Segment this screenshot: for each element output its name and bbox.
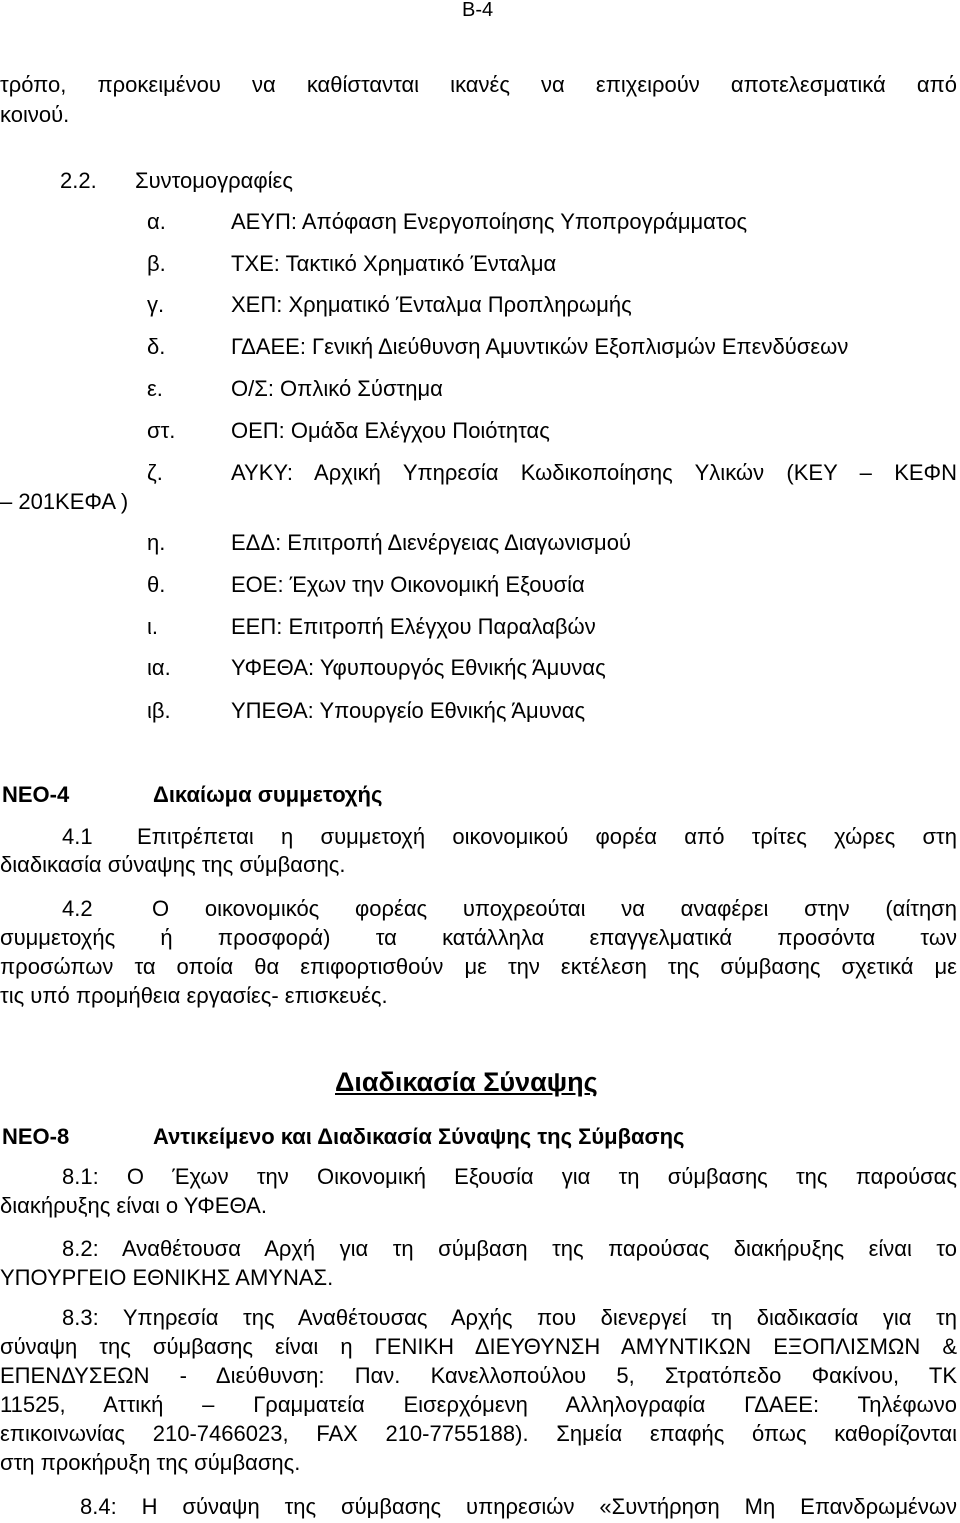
p83-line-3: ΕΠΕΝΔΥΣΕΩΝ - Διεύθυνση: Παν. Κανελλοπούλου 5, Στρατόπεδο Φακίνου, ΤΚ [0,1363,957,1388]
page-number: Β-4 [462,0,494,21]
p41-number: 4.1 [62,824,93,849]
abbrev-label: δ. [147,334,166,359]
abbrev-label: α. [147,209,166,234]
abbrev-text: ΧΕΠ: Χρηματικό Ένταλμα Προπληρωμής [231,292,632,317]
abbrev-label: ια. [147,655,171,680]
abbrev-label: γ. [147,292,165,317]
p81-line-2: διακήρυξης είναι ο ΥΦΕΘΑ. [0,1193,267,1218]
p82-line-2: ΥΠΟΥΡΓΕΙΟ ΕΘΝΙΚΗΣ ΑΜΥΝΑΣ. [0,1265,334,1290]
neo8-code: ΝΕΟ-8 [2,1124,70,1149]
p83-line-6: στη προκήρυξη της σύμβασης. [0,1450,301,1475]
abbrev-label: η. [147,530,166,555]
abbrev-text: ΟΕΠ: Ομάδα Ελέγχου Ποιότητας [231,418,550,443]
intro-line-1: τρόπο, προκειμένου να καθίστανται ικανές να επιχειρούν αποτελεσματικά από [0,72,957,97]
neo8-title: Αντικείμενο και Διαδικασία Σύναψης της Σύμβασης [153,1124,685,1149]
abbrev-text: ΑΕΥΠ: Απόφαση Ενεργοποίησης Υποπρογράμματος [231,209,748,234]
p41-line-2: διαδικασία σύναψης της σύμβασης. [0,852,346,877]
p42-number: 4.2 [62,896,93,921]
abbrev-text-continuation: – 201ΚΕΦΑ ) [0,489,129,514]
abbrev-text: ΕΕΠ: Επιτροπή Ελέγχου Παραλαβών [231,614,596,639]
p82-line-1: 8.2: Αναθέτουσα Αρχή για τη σύμβαση της παρούσας διακήρυξης είναι το [62,1236,957,1261]
abbrev-text: ΑΥΚΥ: Αρχική Υπηρεσία Κωδικοποίησης Υλικών (ΚΕΥ – ΚΕΦΝ [231,460,957,485]
abbrev-label: ιβ. [147,698,171,723]
p81-line-1: 8.1: Ο Έχων την Οικονομική Εξουσία για τη σύμβασης της παρούσας [62,1164,957,1189]
abbrev-label: ε. [147,376,163,401]
section-number: 2.2. [60,168,97,193]
abbrev-label: β. [147,251,166,276]
section-heading: Συντομογραφίες [135,168,293,193]
neo4-title: Δικαίωμα συμμετοχής [153,782,383,807]
p83-line-5: επικοινωνίας 210-7466023, FAX 210-7755188). Σημεία επαφής όπως καθορίζονται [0,1421,957,1446]
abbrev-text: ΥΦΕΘΑ: Υφυπουργός Εθνικής Άμυνας [231,655,606,680]
abbrev-text: ΓΔΑΕΕ: Γενική Διεύθυνση Αμυντικών Εξοπλισμών Επενδύσεων [231,334,849,359]
p83-line-1: 8.3: Υπηρεσία της Αναθέτουσας Αρχής που διενεργεί τη διαδικασία για τη [62,1305,957,1330]
p42-line-4: τις υπό προμήθεια εργασίες- επισκευές. [0,983,388,1008]
abbrev-text: Ο/Σ: Οπλικό Σύστημα [231,376,443,401]
p84-line-1: 8.4: Η σύναψη της σύμβασης υπηρεσιών «Συντήρηση Μη Επανδρωμένων [80,1494,957,1519]
p41-line-1: Επιτρέπεται η συμμετοχή οικονομικού φορέα από τρίτες χώρες στη [137,824,957,849]
p42-line-2: συμμετοχής ή προσφορά) τα κατάλληλα επαγγελματικά προσόντα των [0,925,957,950]
abbrev-label: θ. [147,572,166,597]
abbrev-text: ΥΠΕΘΑ: Υπουργείο Εθνικής Άμυνας [231,698,586,723]
intro-line-2: κοινού. [0,102,70,127]
abbrev-label: στ. [147,418,176,443]
neo4-code: ΝΕΟ-4 [2,782,70,807]
p83-line-2: σύναψη της σύμβασης είναι η ΓΕΝΙΚΗ ΔΙΕΥΘΥΝΣΗ ΑΜΥΝΤΙΚΩΝ ΕΞΟΠΛΙΣΜΩΝ & [0,1334,957,1359]
p83-line-4: 11525, Αττική – Γραμματεία Εισερχόμενη Αλληλογραφία ΓΔΑΕΕ: Τηλέφωνο [0,1392,957,1417]
p42-line-1: Ο οικονομικός φορέας υποχρεούται να αναφέρει στην (αίτηση [152,896,957,921]
abbrev-label: ι. [147,614,158,639]
abbrev-text: ΕΔΔ: Επιτροπή Διενέργειας Διαγωνισμού [231,530,631,555]
abbrev-text: ΤΧΕ: Τακτικό Χρηματικό Ένταλμα [231,251,557,276]
abbrev-text: ΕΟΕ: Έχων την Οικονομική Εξουσία [231,572,585,597]
procedure-title: Διαδικασία Σύναψης [335,1067,598,1097]
p42-line-3: προσώπων τα οποία θα επιφορτισθούν με την εκτέλεση της σύμβασης σχετικά με [0,954,957,979]
abbrev-label: ζ. [147,460,163,485]
